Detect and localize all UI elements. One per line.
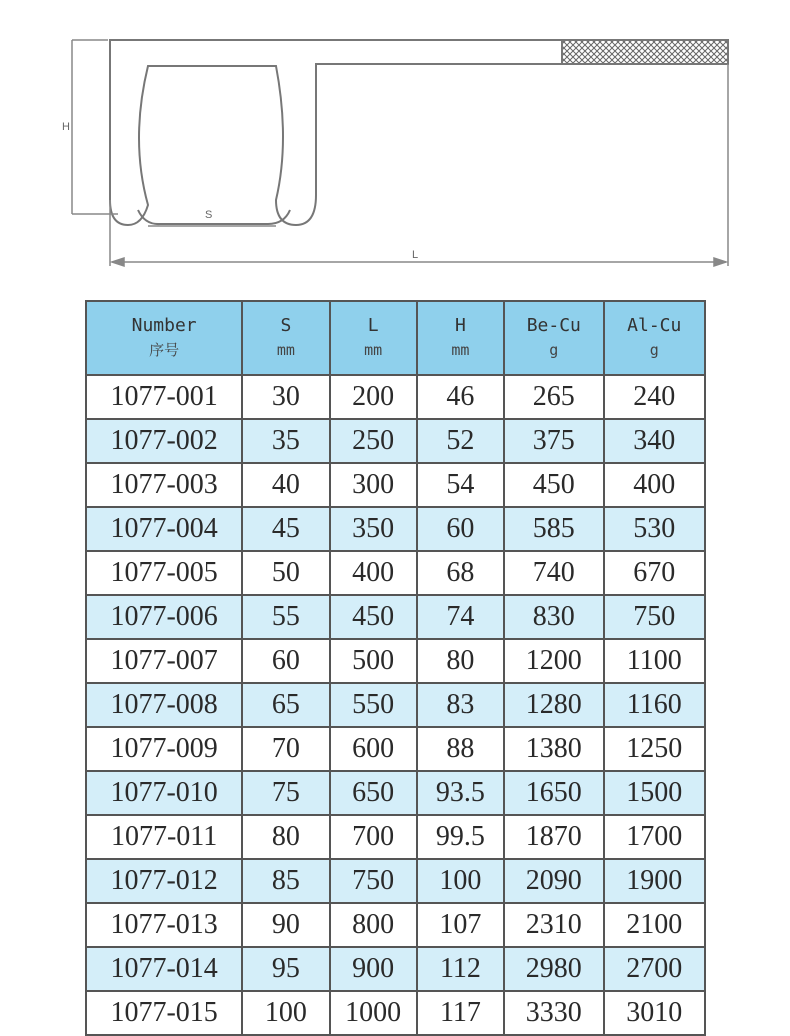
height-dimension <box>72 40 118 214</box>
table-cell: 450 <box>504 463 603 507</box>
table-cell: 1077-011 <box>86 815 242 859</box>
table-row <box>86 419 705 463</box>
table-cell: 1077-001 <box>86 375 242 419</box>
table-cell: 1077-015 <box>86 991 242 1035</box>
table-row <box>86 551 705 595</box>
table-row <box>86 859 705 903</box>
table-cell: 1077-004 <box>86 507 242 551</box>
table-row <box>86 463 705 507</box>
table-cell: 740 <box>504 551 603 595</box>
table-cell: 2100 <box>604 903 706 947</box>
table-cell: 250 <box>330 419 417 463</box>
header-row <box>86 301 705 375</box>
header-number: Number 序号 <box>86 301 242 375</box>
table-cell: 500 <box>330 639 417 683</box>
length-label: L <box>412 249 419 261</box>
table-cell: 1077-005 <box>86 551 242 595</box>
table-row <box>86 595 705 639</box>
table-cell: 1077-002 <box>86 419 242 463</box>
table-cell: 1200 <box>504 639 603 683</box>
header-h: H mm <box>417 301 504 375</box>
table-cell: 65 <box>242 683 329 727</box>
table-cell: 650 <box>330 771 417 815</box>
table-cell: 400 <box>604 463 706 507</box>
table-cell: 1250 <box>604 727 706 771</box>
table-cell: 52 <box>417 419 504 463</box>
table-cell: 112 <box>417 947 504 991</box>
table-cell: 1077-008 <box>86 683 242 727</box>
table-cell: 1160 <box>604 683 706 727</box>
tool-drawing <box>0 0 790 290</box>
table-cell: 74 <box>417 595 504 639</box>
table-cell: 90 <box>242 903 329 947</box>
table-cell: 1077-006 <box>86 595 242 639</box>
table-cell: 60 <box>242 639 329 683</box>
header-l: L mm <box>330 301 417 375</box>
table-row <box>86 507 705 551</box>
table-cell: 2980 <box>504 947 603 991</box>
table-row <box>86 815 705 859</box>
table-row <box>86 771 705 815</box>
table-cell: 265 <box>504 375 603 419</box>
table-cell: 30 <box>242 375 329 419</box>
table-cell: 117 <box>417 991 504 1035</box>
table-cell: 40 <box>242 463 329 507</box>
table-cell: 93.5 <box>417 771 504 815</box>
table-cell: 100 <box>417 859 504 903</box>
table-cell: 900 <box>330 947 417 991</box>
table-cell: 340 <box>604 419 706 463</box>
table-cell: 350 <box>330 507 417 551</box>
table-row <box>86 727 705 771</box>
table-cell: 1870 <box>504 815 603 859</box>
table-row <box>86 375 705 419</box>
table-cell: 1100 <box>604 639 706 683</box>
table-cell: 75 <box>242 771 329 815</box>
table-cell: 1700 <box>604 815 706 859</box>
table-cell: 70 <box>242 727 329 771</box>
table-cell: 1000 <box>330 991 417 1035</box>
table-cell: 1077-009 <box>86 727 242 771</box>
header-s: S mm <box>242 301 329 375</box>
table-cell: 1077-013 <box>86 903 242 947</box>
table-cell: 750 <box>330 859 417 903</box>
table-cell: 2310 <box>504 903 603 947</box>
table-cell: 3010 <box>604 991 706 1035</box>
table-cell: 585 <box>504 507 603 551</box>
table-cell: 46 <box>417 375 504 419</box>
header-be-cu: Be-Cu g <box>504 301 603 375</box>
table-cell: 99.5 <box>417 815 504 859</box>
table-cell: 240 <box>604 375 706 419</box>
table-cell: 85 <box>242 859 329 903</box>
table-cell: 1077-010 <box>86 771 242 815</box>
table-cell: 107 <box>417 903 504 947</box>
length-dimension <box>110 64 728 266</box>
table-cell: 83 <box>417 683 504 727</box>
table-cell: 550 <box>330 683 417 727</box>
table-cell: 400 <box>330 551 417 595</box>
table-cell: 375 <box>504 419 603 463</box>
knurled-grip <box>562 40 728 64</box>
table-cell: 300 <box>330 463 417 507</box>
table-cell: 54 <box>417 463 504 507</box>
table-row <box>86 903 705 947</box>
table-cell: 68 <box>417 551 504 595</box>
table-cell: 800 <box>330 903 417 947</box>
table-cell: 80 <box>417 639 504 683</box>
spec-table <box>85 300 706 1036</box>
table-cell: 1280 <box>504 683 603 727</box>
table-row <box>86 639 705 683</box>
table-cell: 1900 <box>604 859 706 903</box>
table-cell: 750 <box>604 595 706 639</box>
table-cell: 55 <box>242 595 329 639</box>
table-cell: 45 <box>242 507 329 551</box>
table-cell: 700 <box>330 815 417 859</box>
table-cell: 450 <box>330 595 417 639</box>
table-cell: 1077-003 <box>86 463 242 507</box>
table-cell: 1077-007 <box>86 639 242 683</box>
table-cell: 1077-014 <box>86 947 242 991</box>
table-cell: 35 <box>242 419 329 463</box>
table-cell: 1500 <box>604 771 706 815</box>
table-cell: 530 <box>604 507 706 551</box>
table-cell: 1650 <box>504 771 603 815</box>
table-cell: 95 <box>242 947 329 991</box>
table-cell: 80 <box>242 815 329 859</box>
table-cell: 1077-012 <box>86 859 242 903</box>
table-cell: 50 <box>242 551 329 595</box>
header-al-cu: Al-Cu g <box>604 301 706 375</box>
table-cell: 600 <box>330 727 417 771</box>
wrench-outline <box>110 40 728 225</box>
table-cell: 830 <box>504 595 603 639</box>
table-cell: 100 <box>242 991 329 1035</box>
table-row <box>86 947 705 991</box>
table-cell: 60 <box>417 507 504 551</box>
table-cell: 670 <box>604 551 706 595</box>
table-cell: 3330 <box>504 991 603 1035</box>
table-cell: 2090 <box>504 859 603 903</box>
table-cell: 2700 <box>604 947 706 991</box>
table-cell: 200 <box>330 375 417 419</box>
table-cell: 1380 <box>504 727 603 771</box>
table-row <box>86 991 705 1035</box>
table-row <box>86 683 705 727</box>
height-label: H <box>62 121 70 133</box>
width-label: S <box>205 209 213 221</box>
table-cell: 88 <box>417 727 504 771</box>
